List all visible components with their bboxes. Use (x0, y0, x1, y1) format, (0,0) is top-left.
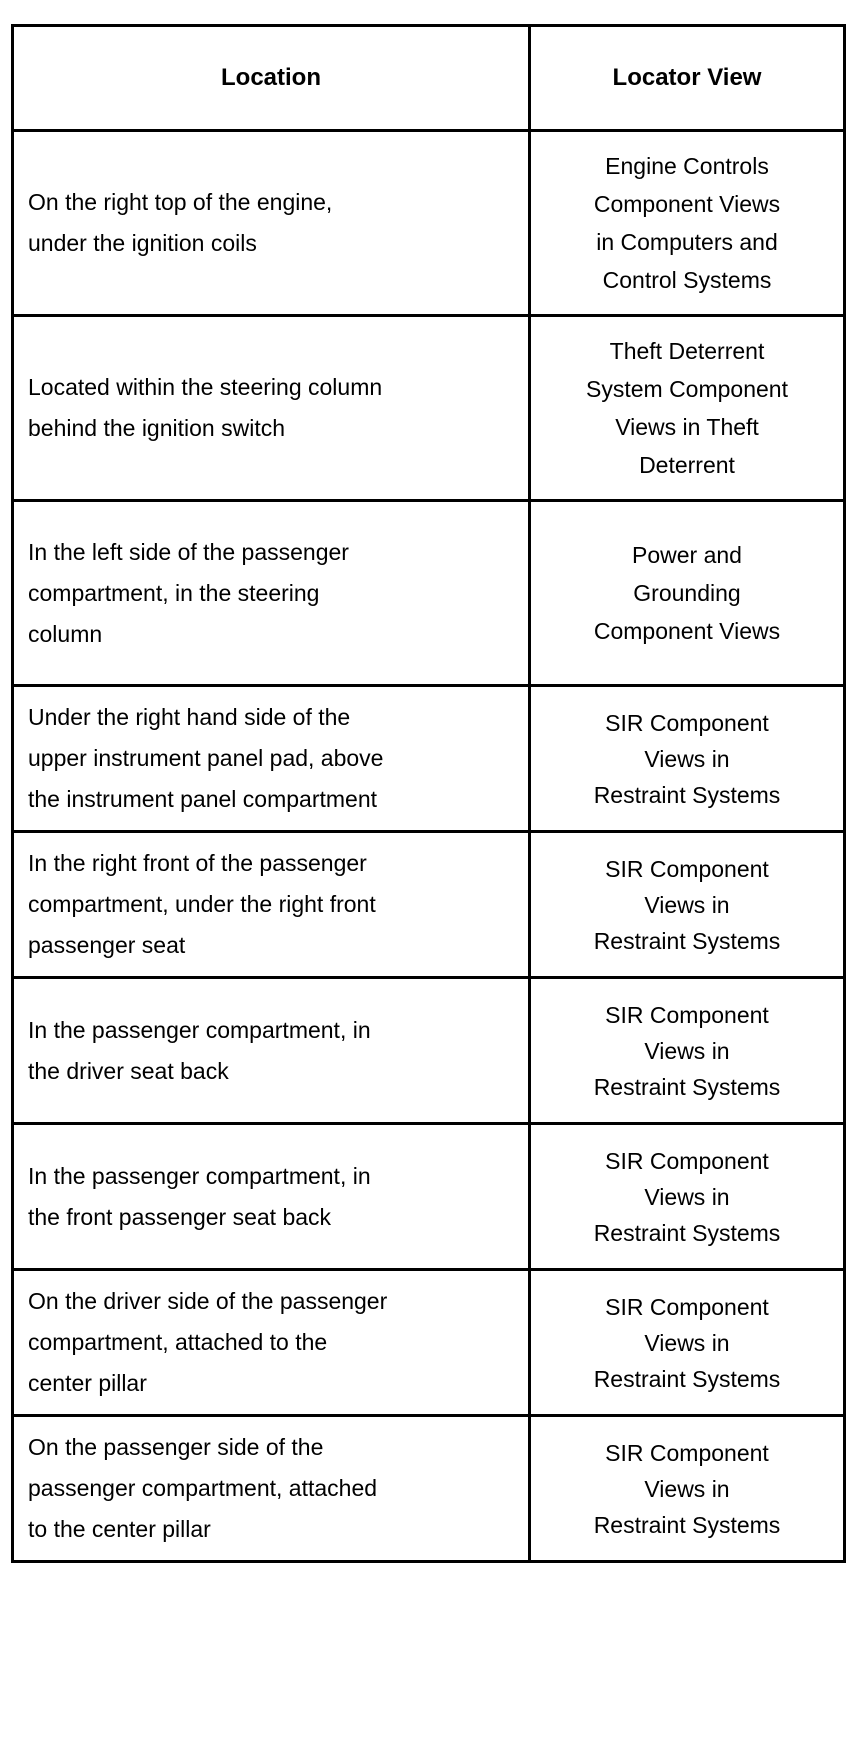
location-cell: Under the right hand side of the upper instrument panel pad, above the instrument panel compartment (13, 686, 530, 832)
locator-view-cell: Power and Grounding Component Views (530, 501, 845, 686)
locator-view-cell: SIR Component Views in Restraint Systems (530, 1270, 845, 1416)
location-cell: Located within the steering column behind the ignition switch (13, 316, 530, 501)
locator-view-cell: SIR Component Views in Restraint Systems (530, 978, 845, 1124)
location-cell: On the passenger side of the passenger compartment, attached to the center pillar (13, 1416, 530, 1562)
table-row (13, 686, 845, 832)
locator-table (11, 24, 846, 1563)
location-cell: In the passenger compartment, in the front passenger seat back (13, 1124, 530, 1270)
table-row (13, 978, 845, 1124)
table-row (13, 1270, 845, 1416)
locator-view-cell: SIR Component Views in Restraint Systems (530, 1416, 845, 1562)
locator-view-cell: SIR Component Views in Restraint Systems (530, 1124, 845, 1270)
locator-view-cell: SIR Component Views in Restraint Systems (530, 686, 845, 832)
location-cell: On the driver side of the passenger compartment, attached to the center pillar (13, 1270, 530, 1416)
header-location: Location (13, 26, 530, 131)
header-row (13, 26, 845, 131)
locator-table-container (11, 24, 843, 1563)
table-row (13, 832, 845, 978)
location-cell: On the right top of the engine, under the ignition coils (13, 131, 530, 316)
locator-view-cell: Engine Controls Component Views in Computers and Control Systems (530, 131, 845, 316)
location-cell: In the passenger compartment, in the driver seat back (13, 978, 530, 1124)
table-row (13, 316, 845, 501)
location-cell: In the left side of the passenger compartment, in the steering column (13, 501, 530, 686)
table-row (13, 1416, 845, 1562)
location-cell: In the right front of the passenger compartment, under the right front passenger seat (13, 832, 530, 978)
locator-view-cell: SIR Component Views in Restraint Systems (530, 832, 845, 978)
table-row (13, 501, 845, 686)
table-row (13, 1124, 845, 1270)
locator-view-cell: Theft Deterrent System Component Views in Theft Deterrent (530, 316, 845, 501)
table-row (13, 131, 845, 316)
header-locator-view: Locator View (530, 26, 845, 131)
